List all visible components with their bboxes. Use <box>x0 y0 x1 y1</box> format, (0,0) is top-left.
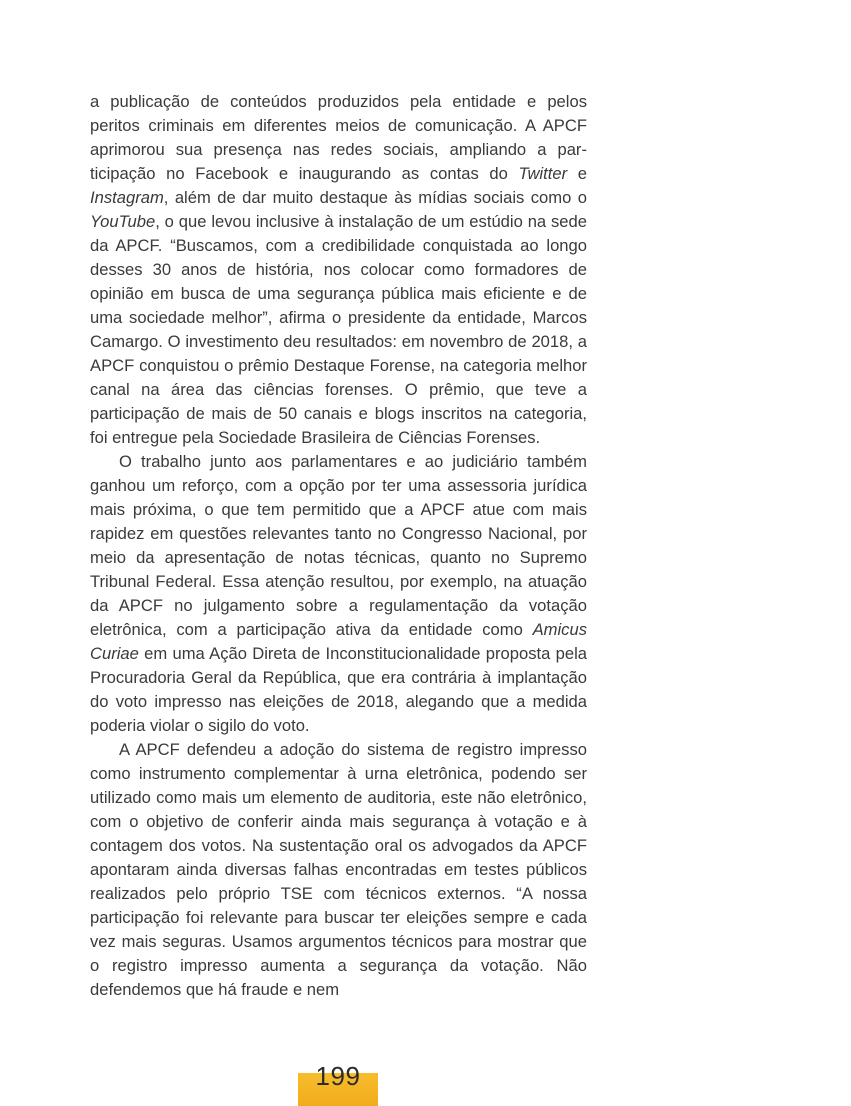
body-text <box>90 90 587 1002</box>
text-run-italic: YouTube <box>90 212 156 231</box>
paragraph-1 <box>90 90 587 450</box>
paragraph-2 <box>90 450 587 738</box>
page-number: 199 <box>315 1061 361 1091</box>
text-run-italic: Instagram <box>90 188 164 207</box>
text-run: A APCF defendeu a adoção do sistema de registro impresso como instrumento complementar à urna eletrônica, podendo ser utilizado como mais um elemento de auditoria, este não eletrônico, com o objetivo de conferir ainda mais segurança à votação e à contagem dos votos. Na sustentação oral os advogados da APCF apontaram ainda diversas falhas encontradas em testes públicos realizados pelo próprio TSE com técnicos externos. “A nossa participação foi relevante para buscar ter eleições sempre e cada vez mais seguras. Usamos argumentos técnicos para mostrar que o registro impresso aumenta a segurança da votação. Não defendemos que há fraude e nem <box>90 740 587 999</box>
text-run: a publicação de conteúdos produzidos pela entidade e pelos peritos criminais em diferentes meios de comunicação. A APCF aprimorou sua presença nas redes sociais, ampliando a participação no Facebook e inaugurando as contas do <box>90 92 587 183</box>
text-run: e <box>567 164 588 183</box>
text-run: , o que levou inclusive à instalação de um estúdio na sede da APCF. “Buscamos, com a credibilidade conquistada ao longo desses 30 anos de história, nos colocar como formadores de opinião em busca de uma segurança pública mais eficiente e de uma sociedade melhor”, afirma o presidente da entidade, Marcos Camargo. O investimento deu resultados: em novembro de 2018, a APCF conquistou o prêmio Destaque Forense, na categoria melhor canal na área das ciências forenses. O prêmio, que teve a participação de mais de 50 canais e blogs inscritos na categoria, foi entregue pela Sociedade Brasileira de Ciências Forenses. <box>90 212 587 447</box>
text-run-italic: Twitter <box>518 164 568 183</box>
paragraph-3 <box>90 738 587 1002</box>
text-run: O trabalho junto aos parlamentares e ao judiciário também ganhou um reforço, com a opção por ter uma assessoria jurídica mais próxima, o que tem permitido que a APCF atue com mais rapidez em questões relevantes tanto no Congresso Nacional, por meio da apresentação de notas técnicas, quanto no Supremo Tribunal Federal. Essa atenção resultou, por exemplo, na atuação da APCF no julgamento sobre a regulamentação da votação eletrônica, com a participação ativa da entidade como <box>90 452 587 639</box>
text-run: em uma Ação Direta de Inconstitucionalidade proposta pela Procuradoria Geral da República, que era contrária à implantação do voto impresso nas eleições de 2018, alegando que a medida poderia violar o sigilo do voto. <box>90 644 587 735</box>
text-run: , além de dar muito destaque às mídias sociais como o <box>163 188 587 207</box>
text-run-italic: Amicus Curiae <box>90 620 587 663</box>
